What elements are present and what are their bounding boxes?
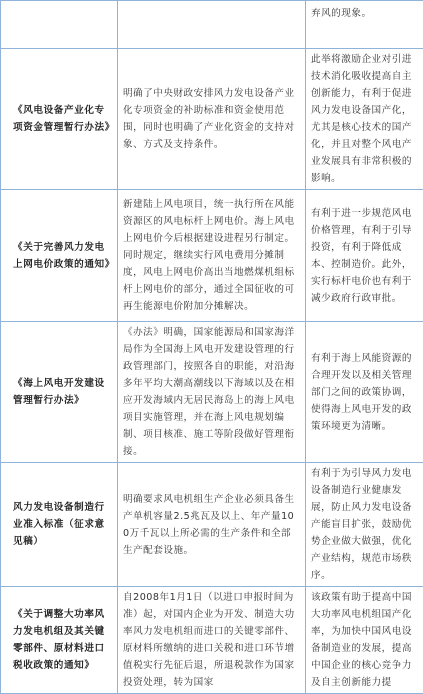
policy-effect-cell: 此举将激励企业对引进技术消化吸收提高自主创新能力，有利于促进风力发电设备国产化，尤其是核心技术的国产化，并且对整个风电产业发展具有非常积极的影响。	[306, 49, 423, 190]
policy-effect-cell: 弃风的现象。	[306, 1, 423, 49]
policy-name-cell: 《风电设备产业化专项资金管理暂行办法》	[1, 49, 118, 190]
policy-content-cell: 新建陆上风电项目，统一执行所在风能资源区的风电标杆上网电价。海上风电上网电价今后根据建设进程另行制定。同时规定，继续实行风电费用分摊制度，风电上网电价高出当地燃煤机组标杆上网电价的部分，通过全国征收的可再生能源电价附加分摊解决。	[118, 190, 306, 322]
table-row	[1, 49, 423, 190]
policy-effect-cell: 有利于进一步规范风电价格管理，有利于引导投资，有利于降低成本、控制造价。此外，实行标杆电价也有利于减少政府行政审批。	[306, 190, 423, 322]
policy-content-cell: 明确了中央财政安排风力发电设备产业化专项资金的补助标准和资金使用范围，同时也明确了产业化资金的支持对象、方式及支持条件。	[118, 49, 306, 190]
policy-effect-cell: 有利于为引导风力发电设备制造行业健康发展，防止风力发电设备产能盲目扩张，鼓励优势企业做大做强，优化产业结构，规范市场秩序。	[306, 463, 423, 587]
policy-content-cell	[118, 1, 306, 49]
table-row	[1, 1, 423, 49]
policy-name-cell	[1, 1, 118, 49]
table-row	[1, 587, 423, 694]
policy-name-cell: 《海上风电开发建设管理暂行办法》	[1, 322, 118, 463]
policy-name-cell: 风力发电设备制造行业准入标准（征求意见稿）	[1, 463, 118, 587]
policy-content-cell: 明确要求风电机组生产企业必须具备生产单机容量2.5兆瓦及以上、年产量100万千瓦以上所必需的生产条件和全部生产配套设施。	[118, 463, 306, 587]
table-row	[1, 190, 423, 322]
policy-name-cell: 《关于完善风力发电上网电价政策的通知》	[1, 190, 118, 322]
policy-content-cell: 自2008年1月1日（以进口申报时间为准）起，对国内企业为开发、制造大功率风力发电机组而进口的关键零部件、原材料所缴纳的进口关税和进口环节增值税实行先征后退，所退税款作为国家投资处理，转为国家	[118, 587, 306, 694]
policy-name-cell: 《关于调整大功率风力发电机组及其关键零部件、原材料进口税收政策的通知》	[1, 587, 118, 694]
policy-effect-cell: 有利于海上风能资源的合理开发以及相关管理部门之间的政策协调，使得海上风电开发的政策环境更为清晰。	[306, 322, 423, 463]
policy-effect-cell: 该政策有助于提高中国大功率风电机组国产化率，为加快中国风电设备制造业的发展，提高中国企业的核心竞争力及自主创新能力提	[306, 587, 423, 694]
table-row	[1, 322, 423, 463]
table-row	[1, 463, 423, 587]
policy-content-cell: 《办法》明确，国家能源局和国家海洋局作为全国海上风电开发建设管理的行政管理部门，按照各自的职能，对沿海多年平均大潮高潮线以下海域以及在相应开发海域内无居民海岛上的海上风电项目实施管理，并在海上风电规划编制、项目核准、施工等阶段做好管理衔接。	[118, 322, 306, 463]
